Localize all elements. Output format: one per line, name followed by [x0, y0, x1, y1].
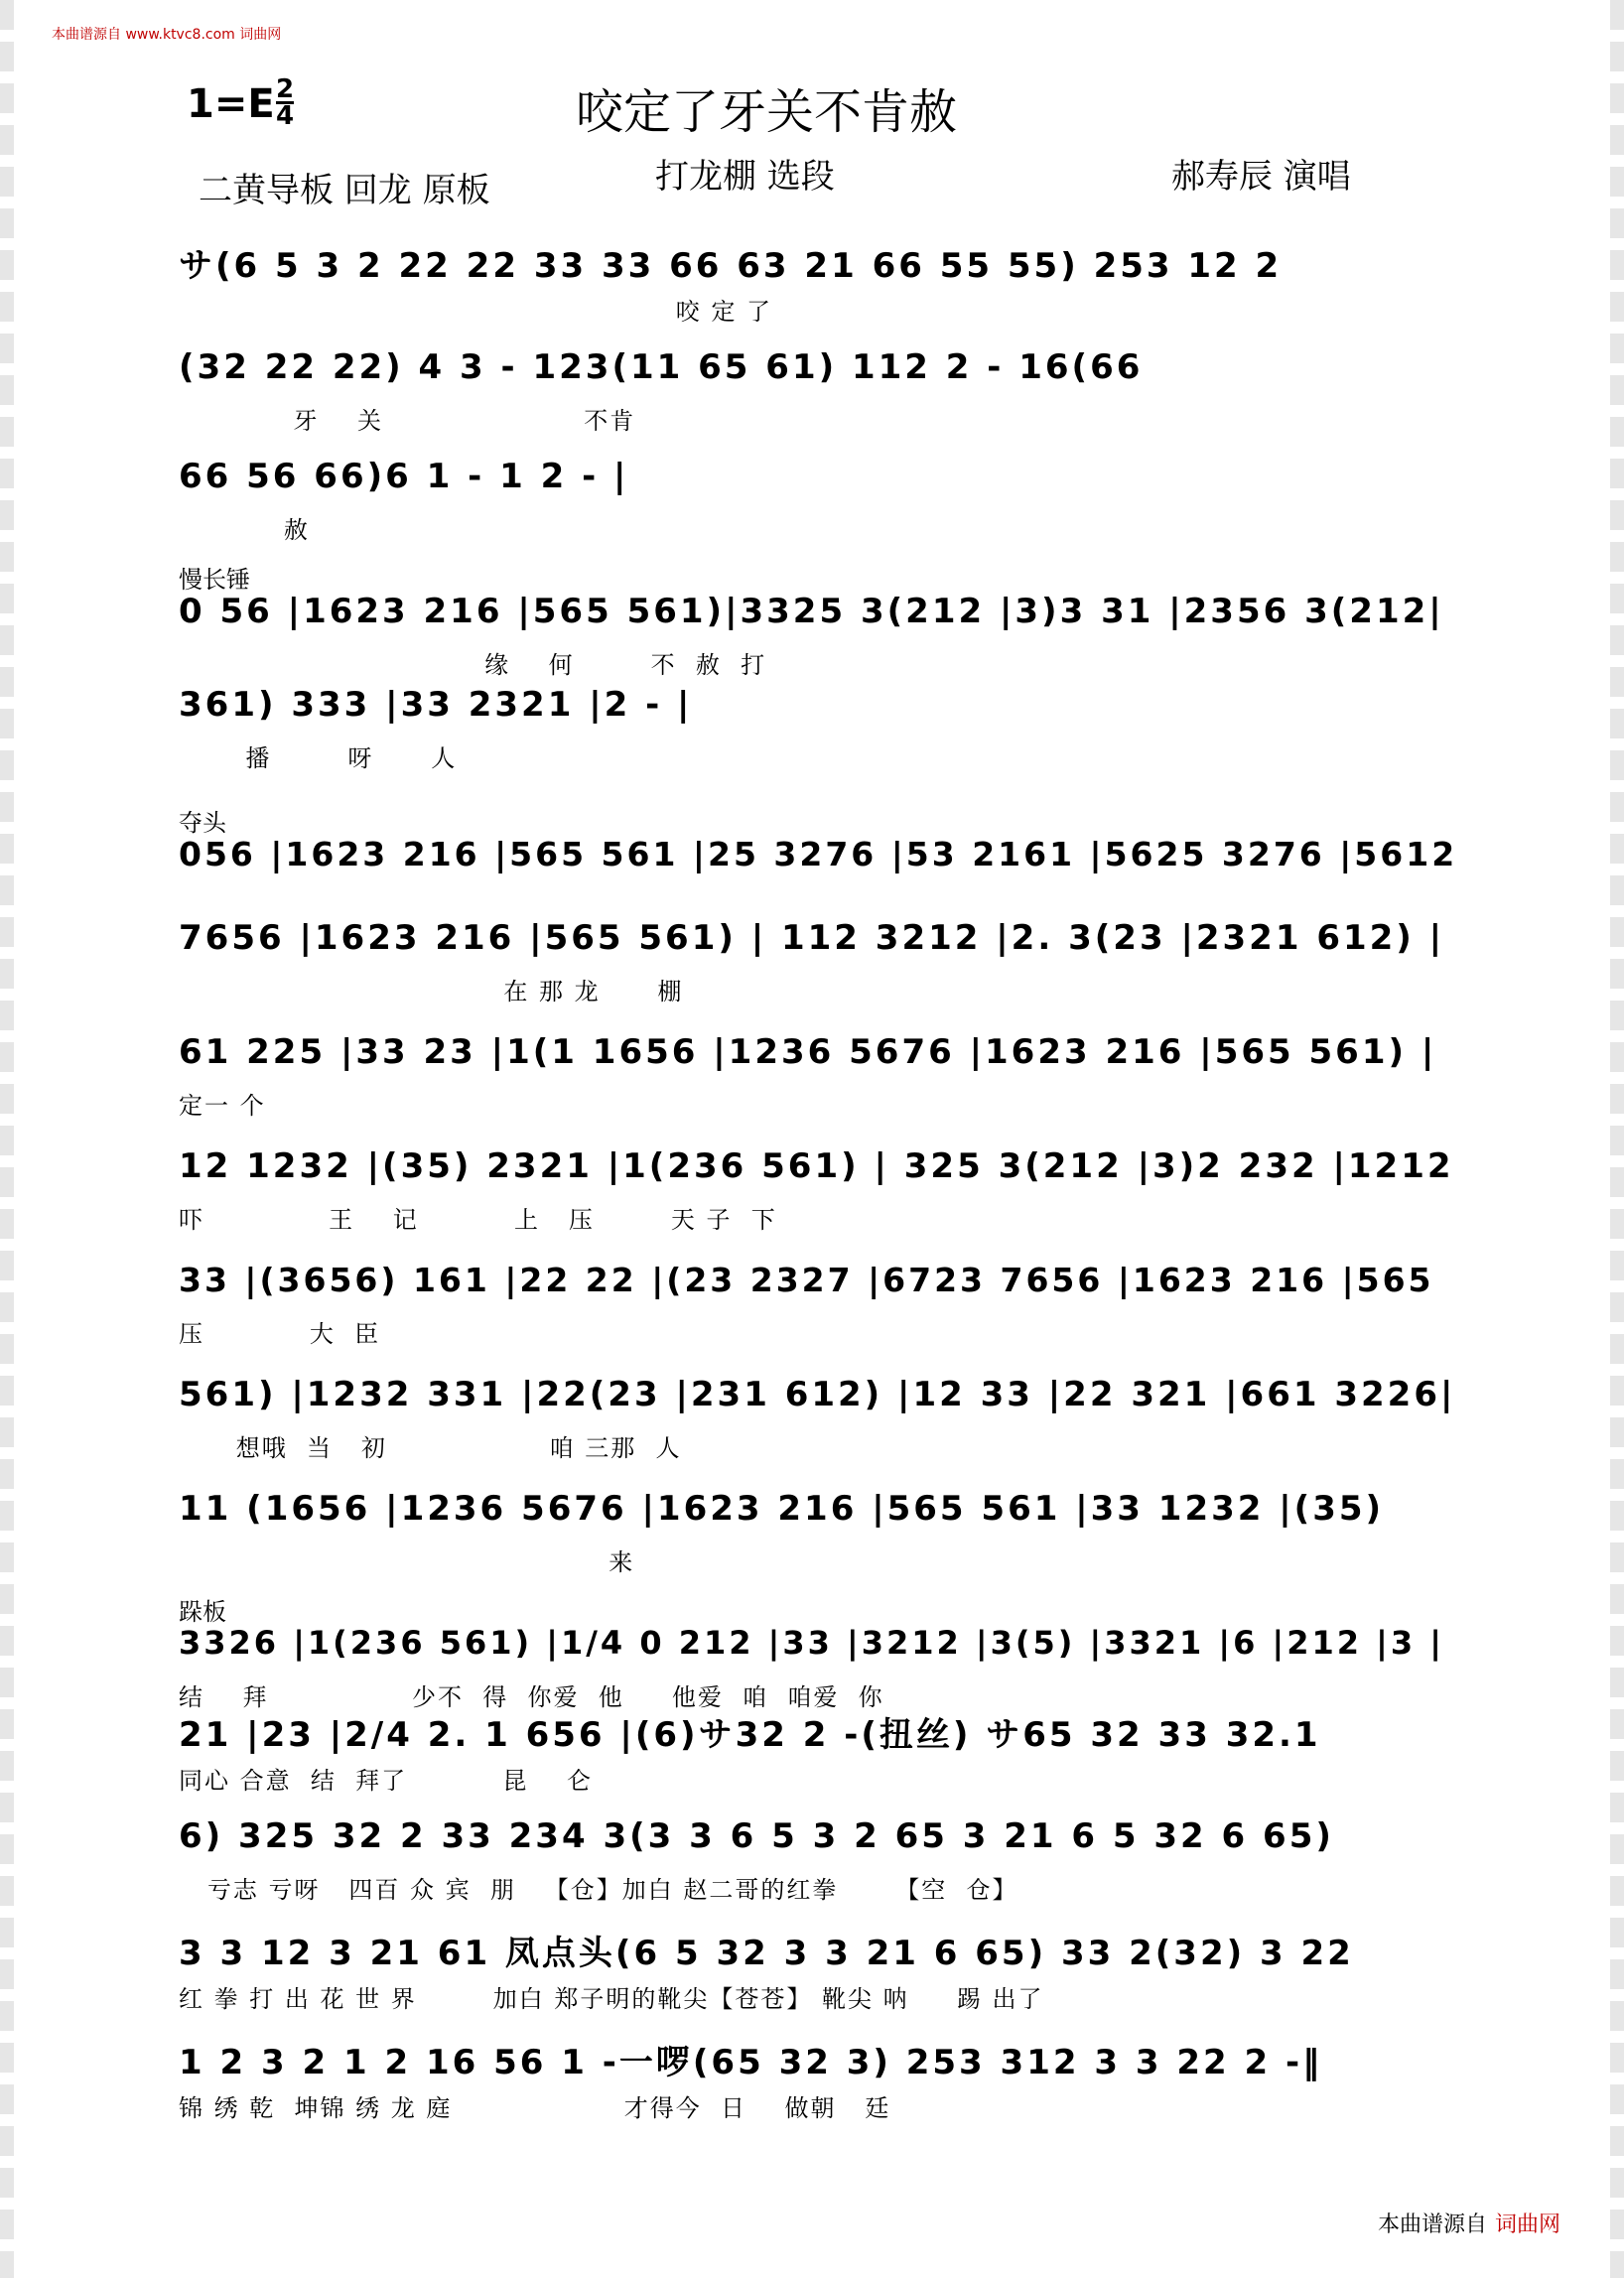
right-margin-strip [1610, 0, 1624, 2278]
lyrics-line: 亏志 亏呀 四百 众 宾 朋 【仓】加白 赵二哥的红拳 【空 仓】 [179, 1876, 1018, 1904]
section-label: 夺头 [179, 809, 226, 837]
notes-line: 3 3 12 3 21 61 凤点头(6 5 32 3 3 21 6 65) 33 2(32) 3 22 [179, 1934, 1354, 1973]
notes-line: 21 |23 |2/4 2. 1 656 |(6)サ32 2 -(扭丝) サ65 32 33 32.1 [179, 1715, 1321, 1755]
lyrics-line: 定一 个 [179, 1092, 266, 1120]
lyrics-line: 牙 关 不肯 [179, 407, 636, 435]
notes-line: 3326 |1(236 561) |1/4 0 212 |33 |3212 |3(5) |3321 |6 |212 |3 | [179, 1624, 1444, 1662]
key-signature: 1=E [187, 81, 275, 127]
notes-line: 6) 325 32 2 33 234 3(3 3 6 5 3 2 65 3 21 6 5 32 6 65) [179, 1816, 1334, 1856]
lyrics-line: 来 [179, 1548, 635, 1576]
performer: 郝寿辰 演唱 [1171, 157, 1351, 197]
lyrics-line: 赦 [179, 516, 310, 544]
lyrics-line: 压 大 臣 [179, 1320, 381, 1348]
notes-line: 561) |1232 331 |22(23 |231 612) |12 33 |22 321 |661 3226| [179, 1375, 1456, 1414]
lyrics-line: 红 拳 打 出 花 世 界 加白 郑子明的靴尖【苍苍】 靴尖 呐 踢 出了 [179, 1985, 1044, 2013]
time-numerator: 2 [276, 74, 295, 104]
notes-line: 1 2 3 2 1 2 16 56 1 -一啰(65 32 3) 253 312 3 3 22 2 -‖ [179, 2043, 1323, 2082]
lyrics-line: 同心 合意 结 拜了 昆 仑 [179, 1767, 593, 1795]
footer-site: 词曲网 [1494, 2212, 1560, 2237]
time-denominator: 4 [276, 101, 295, 131]
notes-line: 33 |(3656) 161 |22 22 |(23 2327 |6723 7656 |1623 216 |565 [179, 1261, 1434, 1299]
notes-line: 61 225 |33 23 |1(1 1656 |1236 5676 |1623 216 |565 561) | [179, 1032, 1437, 1072]
footer-source: 本曲谱源自 [1377, 2212, 1487, 2237]
notes-line: (32 22 22) 4 3 - 123(11 65 61) 112 2 - 16(66 [179, 347, 1144, 387]
page-title: 咬定了牙关不肯赦 [576, 84, 958, 140]
lyrics-line: 想哦 当 初 咱 三那 人 [179, 1434, 682, 1462]
lyrics-line: 播 呀 人 [179, 744, 458, 772]
notes-line: 0 56 |1623 216 |565 561)|3325 3(212 |3)3 31 |2356 3(212| [179, 592, 1444, 631]
lyrics-line: 吓 王 记 上 压 天 子 下 [179, 1206, 777, 1234]
lyrics-line: 锦 绣 乾 坤锦 绣 龙 庭 才得今 日 做朝 廷 [179, 2094, 891, 2122]
footer [1378, 2208, 1560, 2238]
notes-line: 66 56 66)6 1 - 1 2 - | [179, 457, 629, 496]
section-label: 慢长锤 [179, 566, 250, 594]
lyrics-line: 结 拜 少不 得 你爱 他 他爱 咱 咱爱 你 [179, 1683, 884, 1711]
source-header: 本曲谱源自 www.ktvc8.com 词曲网 [52, 27, 282, 43]
notes-line: 12 1232 |(35) 2321 |1(236 561) | 325 3(212 |3)2 232 |1212 [179, 1146, 1454, 1186]
lyrics-line: 在 那 龙 棚 [179, 978, 684, 1005]
left-margin-strip [0, 0, 14, 2278]
lyrics-line: 咬 定 了 [179, 298, 772, 326]
opera-excerpt: 打龙棚 选段 [655, 157, 835, 197]
notes-line: 7656 |1623 216 |565 561) | 112 3212 |2. 3(23 |2321 612) | [179, 918, 1445, 958]
tempo-description: 二黄导板 回龙 原板 [199, 171, 490, 210]
notes-line: 11 (1656 |1236 5676 |1623 216 |565 561 |33 1232 |(35) [179, 1489, 1385, 1529]
section-label: 跺板 [179, 1598, 226, 1626]
time-signature [276, 74, 295, 131]
lyrics-line: 缘 何 不 赦 打 [179, 651, 767, 679]
notes-line: 056 |1623 216 |565 561 |25 3276 |53 2161 |5625 3276 |5612 [179, 835, 1458, 873]
notes-line: 361) 333 |33 2321 |2 - | [179, 685, 693, 725]
notes-line: サ(6 5 3 2 22 22 33 33 66 63 21 66 55 55) 253 12 2 [179, 246, 1283, 286]
